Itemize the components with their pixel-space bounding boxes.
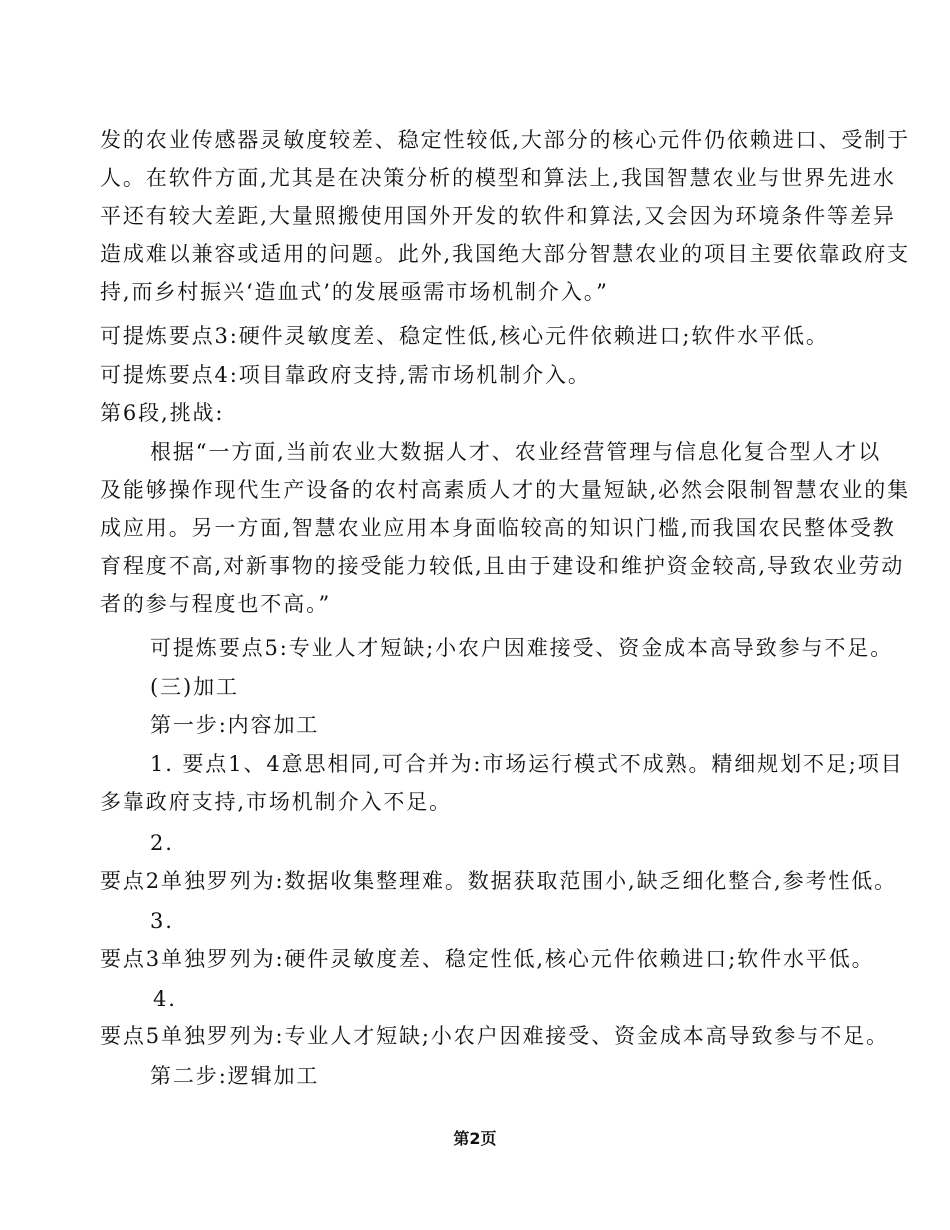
paragraph-line: 造成难以兼容或适用的问题。此外,我国绝大部分智慧农业的项目主要依靠政府支 <box>100 242 911 266</box>
paragraph-line: 平还有较大差距,大量照搬使用国外开发的软件和算法,又会因为环境条件等差异 <box>100 204 896 228</box>
list-item: 要点2单独罗列为:数据收集整理难。数据获取范围小,缺乏细化整合,参考性低。 <box>100 869 898 893</box>
subsection-heading: (三)加工 <box>150 675 239 699</box>
step-heading: 第一步:内容加工 <box>150 713 320 737</box>
list-item-continuation: 多靠政府支持,市场机制介入不足。 <box>100 790 453 814</box>
paragraph-line: 根据“一方面,当前农业大数据人才、农业经营管理与信息化复合型人才以 <box>150 440 882 464</box>
paragraph-line: 发的农业传感器灵敏度较差、稳定性较低,大部分的核心元件仍依赖进口、受制于 <box>100 128 911 152</box>
paragraph-line: 成应用。另一方面,智慧农业应用本身面临较高的知识门槛,而我国农民整体受教 <box>100 516 896 540</box>
list-number: 2. <box>150 831 174 855</box>
list-item: 要点5单独罗列为:专业人才短缺;小农户因难接受、资金成本高导致参与不足。 <box>100 1024 889 1048</box>
summary-point-4: 可提炼要点4:项目靠政府支持,需市场机制介入。 <box>100 363 591 387</box>
summary-point-3: 可提炼要点3:硬件灵敏度差、稳定性低,核心元件依赖进口;软件水平低。 <box>100 324 829 348</box>
paragraph-line: 育程度不高,对新事物的接受能力较低,且由于建设和维护资金较高,导致农业劳动 <box>100 554 905 578</box>
step-heading: 第二步:逻辑加工 <box>150 1064 320 1088</box>
page-number: 第2页 <box>453 1129 497 1148</box>
section-heading: 第6段,挑战: <box>100 401 225 425</box>
paragraph-line: 持,而乡村振兴‘造血式’的发展亟需市场机制介入。” <box>100 280 609 304</box>
summary-point-5: 可提炼要点5:专业人才短缺;小农户因难接受、资金成本高导致参与不足。 <box>150 636 894 660</box>
list-item: 要点3单独罗列为:硬件灵敏度差、稳定性低,核心元件依赖进口;软件水平低。 <box>100 947 875 971</box>
paragraph-line: 及能够操作现代生产设备的农村高素质人才的大量短缺,必然会限制智慧农业的集 <box>100 478 911 502</box>
paragraph-line: 人。在软件方面,尤其是在决策分析的模型和算法上,我国智慧农业与世界先进水 <box>100 166 896 190</box>
list-number: 3. <box>150 909 174 933</box>
list-item: 1. 要点1、4意思相同,可合并为:市场运行模式不成熟。精细规划不足;项目 <box>150 752 904 776</box>
paragraph-line: 者的参与程度也不高。” <box>100 592 332 616</box>
list-number: 4. <box>153 987 177 1011</box>
